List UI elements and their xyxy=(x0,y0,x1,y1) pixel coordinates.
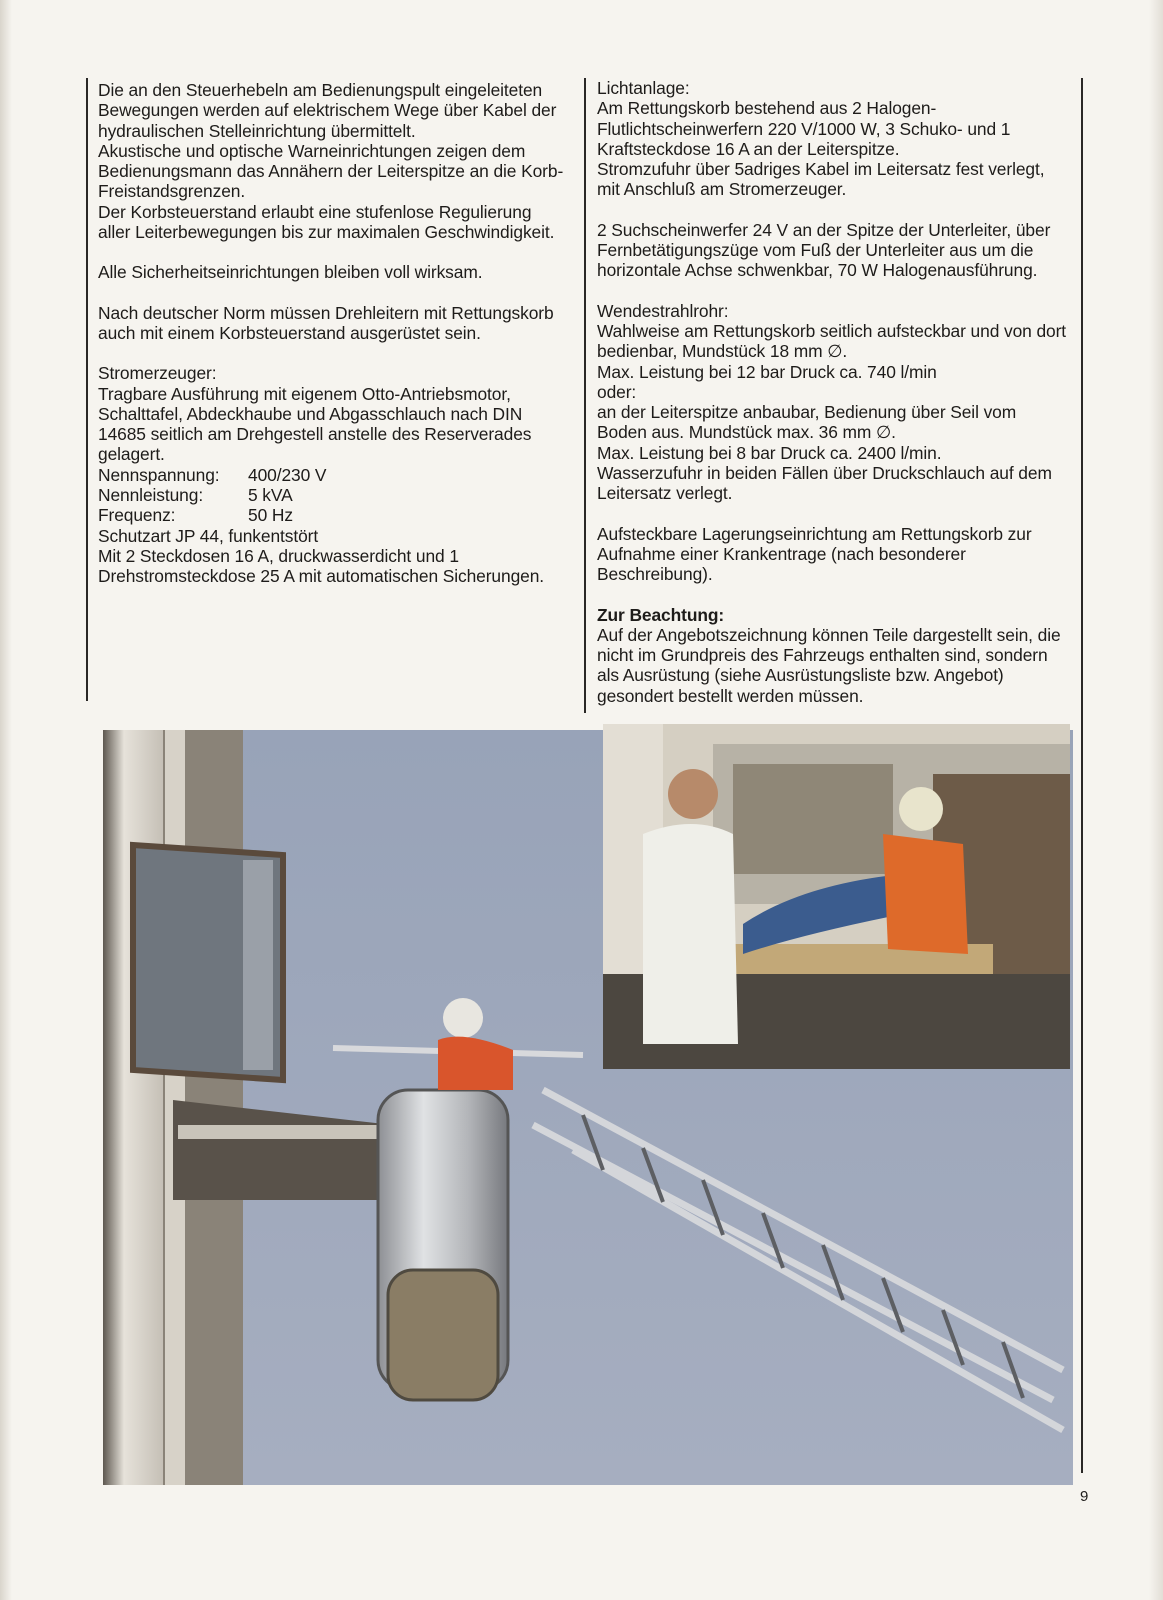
spec-value: 5 kVA xyxy=(248,485,293,506)
norm-paragraph: Nach deutscher Norm müssen Drehleitern mit Rettungskorb auch mit einem Korbsteuerstand ausgerüstet sein. xyxy=(98,302,554,343)
spec-label: Frequenz: xyxy=(98,505,176,526)
licht-title: Lichtanlage: xyxy=(597,78,690,98)
page-shadow-right xyxy=(1149,0,1163,1600)
steckdosen-text: Mit 2 Steckdosen 16 A, druckwasserdicht und 1 Drehstromsteckdose 25 A mit automatischen Sicherungen. xyxy=(98,545,545,587)
wende-line: Max. Leistung bei 8 bar Druck ca. 2400 l/min. xyxy=(597,442,942,463)
beachtung-title: Zur Beachtung: xyxy=(597,604,725,625)
licht-text: Am Rettungskorb bestehend aus 2 Halogen-Flutlichtscheinwerfern 220 V/1000 W, 3 Schuko- und 1 Kraftsteckdose 16 A an der Leiterspitze. xyxy=(597,98,1011,159)
spec-row xyxy=(98,505,568,525)
page-number: 9 xyxy=(1080,1488,1089,1505)
left-rule xyxy=(86,78,88,701)
page-shadow-left xyxy=(0,0,12,1600)
stromzufuhr-text: Stromzufuhr über 5adriges Kabel im Leitersatz fest verlegt, mit Anschluß am Stromerzeuger. xyxy=(597,159,1045,200)
korb-paragraph: Der Korbsteuerstand erlaubt eine stufenlose Regulierung aller Leiterbewegungen bis zur maximalen Geschwindigkeit. xyxy=(98,201,555,243)
wende-oder: oder: xyxy=(597,381,637,402)
spec-value: 400/230 V xyxy=(248,464,327,485)
spec-row xyxy=(98,485,568,505)
warn-paragraph: Akustische und optische Warneinrichtungen zeigen dem Bedienungsmann das Annähern der Leiterspitze an die Korb-Freistandsgrenzen. xyxy=(98,140,564,202)
wende-line: Wahlweise am Rettungskorb seitlich aufsteckbar und von dort bedienbar, Mundstück 18 mm ∅. xyxy=(597,320,1067,362)
wende-line: an der Leiterspitze anbaubar, Bedienung über Seil vom Boden aus. Mundstück max. 36 mm ∅. xyxy=(597,402,1017,443)
right-rule xyxy=(1081,78,1083,1473)
spec-row xyxy=(98,465,568,485)
right-column xyxy=(597,78,1067,706)
wende-line: Wasserzufuhr in beiden Fällen über Druckschlauch auf dem Leitersatz verlegt. xyxy=(597,463,1052,504)
beachtung-text: Auf der Angebotszeichnung können Teile dargestellt sein, die nicht im Grundpreis des Fahrzeugs enthalten sind, sondern als Ausrüstung (siehe Ausrüstungsliste bzw. Angebot) gesondert bestellt werden müssen. xyxy=(597,624,1061,706)
lagerung-text: Aufsteckbare Lagerungseinrichtung am Rettungskorb zur Aufnahme einer Krankentrage (nach besonderer Beschreibung). xyxy=(597,523,1032,585)
wende-title: Wendestrahlrohr: xyxy=(597,300,729,321)
patient-transfer-photo xyxy=(603,724,1070,1069)
stromerzeuger-title: Stromerzeuger: xyxy=(98,363,217,384)
stromerzeuger-text: Tragbare Ausführung mit eigenem Otto-Antriebsmotor, Schalttafel, Abdeckhaube und Abgasschlauch nach DIN 14685 seitlich am Drehgestell anstelle des Reserverades gelagert. xyxy=(98,383,532,465)
spec-value: 50 Hz xyxy=(248,505,293,526)
spec-label: Nennspannung: xyxy=(98,464,220,485)
spec-label: Nennleistung: xyxy=(98,485,204,506)
suchscheinwerfer-text: 2 Suchscheinwerfer 24 V an der Spitze der Unterleiter, über Fernbetätigungszüge vom Fuß der Unterleiter aus um die horizontale Achse schwenkbar, 70 W Halogenausführung. xyxy=(597,219,1051,281)
schutzart-text: Schutzart JP 44, funkentstört xyxy=(98,525,319,546)
steuer-paragraph: Die an den Steuerhebeln am Bedienungspult eingeleiteten Bewegungen werden auf elektrischem Wege über Kabel der hydraulischen Stelleinrichtung übermittelt. xyxy=(98,80,557,141)
left-column xyxy=(98,80,568,587)
wende-line: Max. Leistung bei 12 bar Druck ca. 740 l/min xyxy=(597,361,937,382)
patient-transfer-illustration xyxy=(603,724,1070,1069)
sicherheit-paragraph: Alle Sicherheitseinrichtungen bleiben voll wirksam. xyxy=(98,262,483,283)
center-rule xyxy=(584,78,586,713)
